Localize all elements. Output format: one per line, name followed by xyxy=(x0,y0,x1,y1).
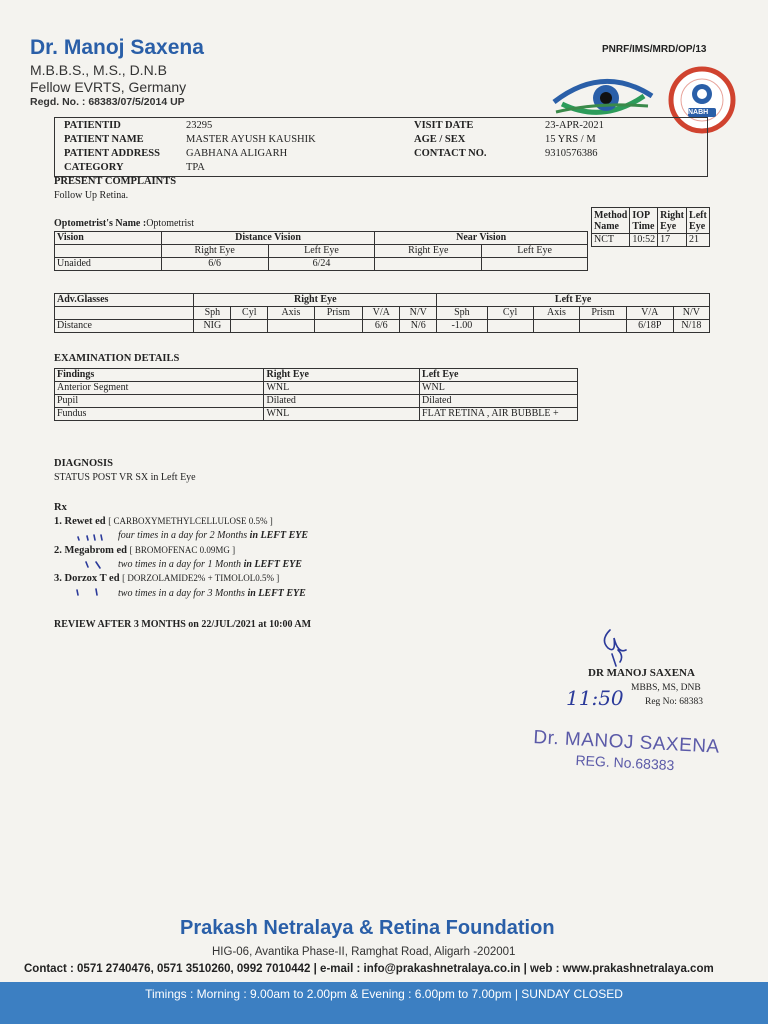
rx-generic: [ BROMOFENAC 0.09MG ] xyxy=(129,545,236,555)
glasses-col-axis-l: Axis xyxy=(533,307,579,320)
stamp-reg: REG. No.68383 xyxy=(575,752,675,774)
iop-header-method: Method Name xyxy=(592,208,630,234)
exam-finding: Fundus xyxy=(55,408,264,421)
rx-dose: four times in a day for 2 Months xyxy=(118,530,248,541)
value-patient-id: 23295 xyxy=(186,120,213,131)
glasses-col-prism-r: Prism xyxy=(314,307,363,320)
patient-labels xyxy=(64,119,160,175)
exam-header-right: Right Eye xyxy=(264,369,420,382)
iop-header-right: Right Eye xyxy=(658,208,687,234)
rx-eye: in LEFT EYE xyxy=(247,588,306,599)
glasses-col-cyl-r: Cyl xyxy=(231,307,268,320)
iop-time: 10:52 xyxy=(630,234,658,247)
optometrist-label: Optometrist's Name : xyxy=(54,218,147,229)
label-visit-date: VISIT DATE xyxy=(414,120,474,131)
patient-values-right xyxy=(545,119,604,161)
exam-table xyxy=(54,368,578,421)
rx-dose: two times in a day for 1 Month xyxy=(118,559,242,570)
doctor-fellowship: Fellow EVRTS, Germany xyxy=(30,79,187,95)
rx-dose-3 xyxy=(118,588,306,599)
near-right-value xyxy=(375,258,482,271)
glasses-col-nv-r: N/V xyxy=(400,307,437,320)
handwritten-marks-icon xyxy=(76,532,116,604)
value-contact-no: 9310576386 xyxy=(545,148,598,159)
iop-table xyxy=(591,207,710,247)
exam-right: Dilated xyxy=(264,395,420,408)
rx-eye: in LEFT EYE xyxy=(243,559,302,570)
diagnosis-text: STATUS POST VR SX in Left Eye xyxy=(54,472,196,483)
label-contact-no: CONTACT NO. xyxy=(414,148,487,159)
glasses-right-prism xyxy=(314,320,363,333)
rx-generic: [ DORZOLAMIDE2% + TIMOLOL0.5% ] xyxy=(122,573,280,583)
label-patient-address: PATIENT ADDRESS xyxy=(64,148,160,159)
distance-right-value: 6/6 xyxy=(161,258,268,271)
value-age-sex: 15 YRS / M xyxy=(545,134,596,145)
rx-dose-1 xyxy=(118,530,308,541)
exam-right: WNL xyxy=(264,382,420,395)
iop-method: NCT xyxy=(592,234,630,247)
nabh-label: NABH xyxy=(688,109,709,116)
signature-icon xyxy=(596,626,636,670)
glasses-col-prism-l: Prism xyxy=(580,307,627,320)
complaints-text: Follow Up Retina. xyxy=(54,190,129,201)
label-age-sex: AGE / SEX xyxy=(414,134,466,145)
review-line: REVIEW AFTER 3 MONTHS on 22/JUL/2021 at 10:00 AM xyxy=(54,619,312,630)
iop-header-time: IOP Time xyxy=(630,208,658,234)
iop-left: 21 xyxy=(687,234,710,247)
glasses-right-eye-header: Right Eye xyxy=(194,294,437,307)
rx-dose-2 xyxy=(118,559,302,570)
exam-finding: Anterior Segment xyxy=(55,382,264,395)
vision-table xyxy=(54,231,588,271)
distance-left-eye-header: Left Eye xyxy=(268,245,375,258)
vision-row-label: Unaided xyxy=(55,258,162,271)
value-category: TPA xyxy=(186,162,205,173)
glasses-right-sph: NIG xyxy=(194,320,231,333)
exam-heading: EXAMINATION DETAILS xyxy=(54,353,180,364)
org-name: Prakash Netralaya & Retina Foundation xyxy=(180,917,555,939)
glasses-left-eye-header: Left Eye xyxy=(437,294,710,307)
org-contact: Contact : 0571 2740476, 0571 3510260, 0992 7010442 | e-mail : info@prakashnetralaya.co.in | web : www.prakashnetralaya.com xyxy=(24,963,714,975)
table-row xyxy=(55,395,578,408)
rx-drug-name: 3. Dorzox T ed xyxy=(54,573,120,584)
distance-left-value: 6/24 xyxy=(268,258,375,271)
label-patient-name: PATIENT NAME xyxy=(64,134,144,145)
signatory-reg: Reg No: 68383 xyxy=(645,697,704,707)
distance-vision-header: Distance Vision xyxy=(161,232,375,245)
value-visit-date: 23-APR-2021 xyxy=(545,120,604,131)
distance-right-eye-header: Right Eye xyxy=(161,245,268,258)
complaints-heading: PRESENT COMPLAINTS xyxy=(54,176,177,187)
vision-col-header: Vision xyxy=(55,232,162,245)
rx-drug-name: 1. Rewet ed xyxy=(54,516,106,527)
doctor-name: Dr. Manoj Saxena xyxy=(30,36,204,59)
glasses-col-cyl-l: Cyl xyxy=(487,307,533,320)
iop-header-left: Left Eye xyxy=(687,208,710,234)
table-row xyxy=(55,382,578,395)
form-code: PNRF/IMS/MRD/OP/13 xyxy=(602,44,707,55)
glasses-left-prism xyxy=(580,320,627,333)
rx-item-1 xyxy=(54,516,273,527)
exam-left: WNL xyxy=(420,382,578,395)
glasses-right-cyl xyxy=(231,320,268,333)
near-right-eye-header: Right Eye xyxy=(375,245,482,258)
glasses-left-cyl xyxy=(487,320,533,333)
patient-labels-right xyxy=(414,119,487,161)
glasses-table xyxy=(54,293,710,333)
signatory-degrees: MBBS, MS, DNB xyxy=(631,683,701,693)
glasses-col-sph-l: Sph xyxy=(437,307,487,320)
exam-header-left: Left Eye xyxy=(420,369,578,382)
glasses-col-sph-r: Sph xyxy=(194,307,231,320)
near-left-eye-header: Left Eye xyxy=(482,245,588,258)
exam-right: WNL xyxy=(264,408,420,421)
label-category: CATEGORY xyxy=(64,162,124,173)
glasses-left-va: 6/18P xyxy=(626,320,673,333)
value-patient-name: MASTER AYUSH KAUSHIK xyxy=(186,134,316,145)
iop-right: 17 xyxy=(658,234,687,247)
rx-heading: Rx xyxy=(54,502,67,513)
rx-dose: two times in a day for 3 Months xyxy=(118,588,245,599)
optometrist-line xyxy=(54,218,194,229)
glasses-col-va-l: V/A xyxy=(626,307,673,320)
glasses-left-axis xyxy=(533,320,579,333)
rx-eye: in LEFT EYE xyxy=(249,530,309,541)
handwritten-time: 11:50 xyxy=(566,686,624,710)
diagnosis-heading: DIAGNOSIS xyxy=(54,458,113,469)
exam-header-findings: Findings xyxy=(55,369,264,382)
glasses-left-sph: -1.00 xyxy=(437,320,487,333)
doctor-qualification: M.B.B.S., M.S., D.N.B xyxy=(30,62,167,78)
glasses-right-nv: N/6 xyxy=(400,320,437,333)
glasses-right-va: 6/6 xyxy=(363,320,400,333)
glasses-col-axis-r: Axis xyxy=(268,307,314,320)
eye-logo-icon xyxy=(548,66,658,124)
table-row xyxy=(55,408,578,421)
exam-left: Dilated xyxy=(420,395,578,408)
exam-left: FLAT RETINA , AIR BUBBLE + xyxy=(420,408,578,421)
stamp-name: Dr. MANOJ SAXENA xyxy=(532,727,721,758)
near-vision-header: Near Vision xyxy=(375,232,588,245)
glasses-left-nv: N/18 xyxy=(673,320,709,333)
glasses-col-va-r: V/A xyxy=(363,307,400,320)
timings-text: Timings : Morning : 9.00am to 2.00pm & Evening : 6.00pm to 7.00pm | SUNDAY CLOSED xyxy=(145,987,623,1001)
value-patient-address: GABHANA ALIGARH xyxy=(186,148,288,159)
glasses-col-nv-l: N/V xyxy=(673,307,709,320)
near-left-value xyxy=(482,258,588,271)
glasses-label: Adv.Glasses xyxy=(55,294,194,307)
label-patient-id: PATIENTID xyxy=(64,120,121,131)
rx-generic: [ CARBOXYMETHYLCELLULOSE 0.5% ] xyxy=(108,516,273,526)
exam-finding: Pupil xyxy=(55,395,264,408)
glasses-row-label: Distance xyxy=(55,320,194,333)
org-address: HIG-06, Avantika Phase-II, Ramghat Road, Aligarh -202001 xyxy=(212,946,516,958)
glasses-right-axis xyxy=(268,320,314,333)
patient-values xyxy=(186,119,316,175)
optometrist-value: Optometrist xyxy=(146,218,194,229)
doctor-regd: Regd. No. : 68383/07/5/2014 UP xyxy=(30,96,185,108)
signatory-name: DR MANOJ SAXENA xyxy=(588,667,695,679)
rx-drug-name: 2. Megabrom ed xyxy=(54,545,128,556)
